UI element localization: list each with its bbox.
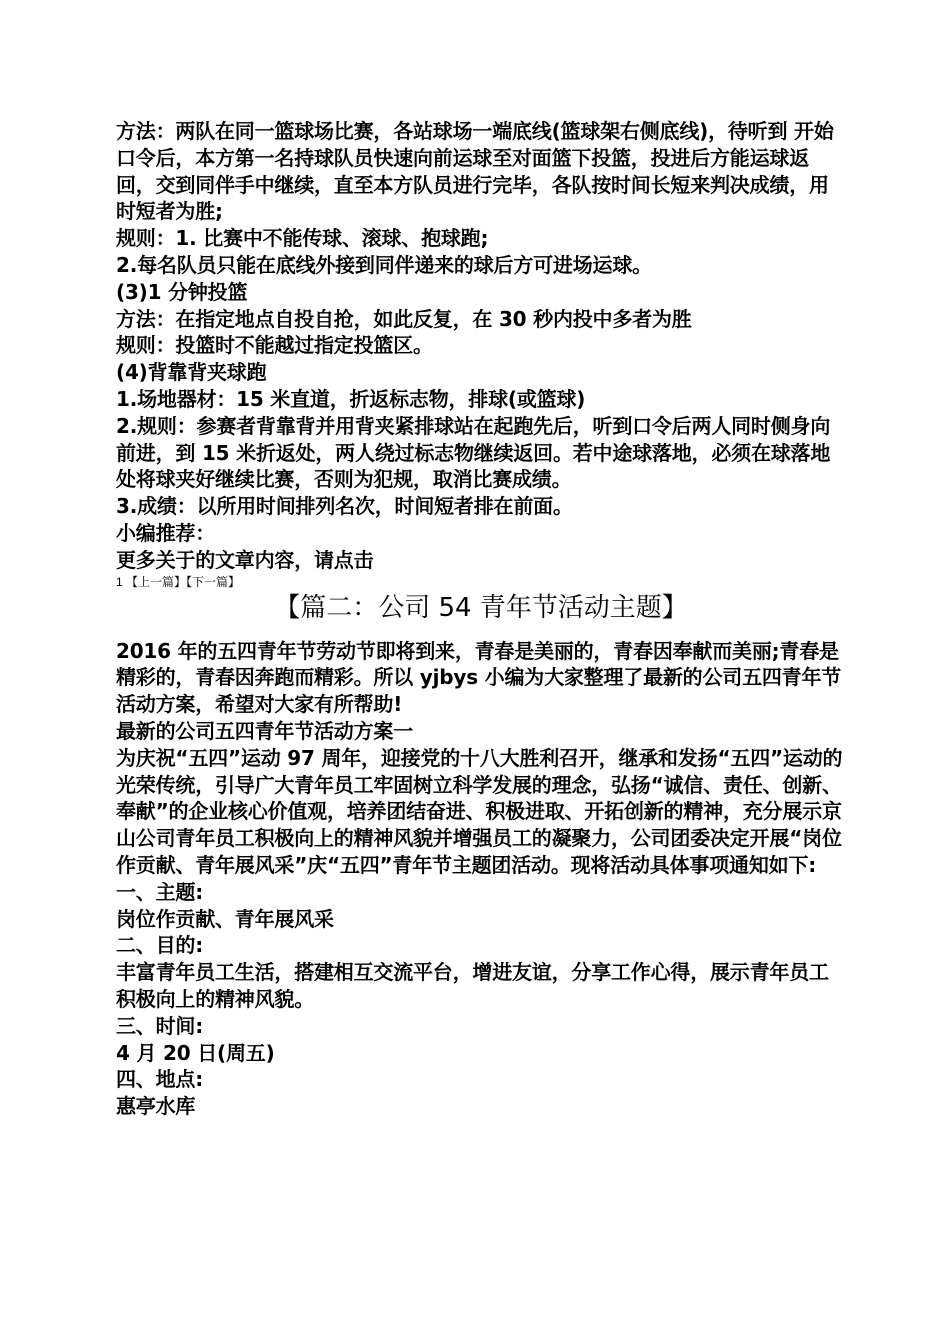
section-two (116, 638, 846, 1120)
plan-one-heading: 最新的公司五四青年节活动方案一 (116, 718, 413, 743)
time-heading: 三、时间: (116, 1013, 203, 1038)
subheading-back-to-back-run: (4)背靠背夹球跑 (116, 360, 267, 385)
subheading-one-minute-shooting: (3)1 分钟投篮 (116, 279, 248, 304)
equipment-paragraph: 1.场地器材：15 米直道，折返标志物，排球(或篮球) (116, 386, 586, 411)
section-one (116, 118, 846, 590)
prev-next-nav[interactable]: 1 【上一篇】【下一篇】 (116, 574, 241, 589)
time-value: 4 月 20 日(周五) (116, 1040, 275, 1065)
scoring-paragraph: 3.成绩：以所用时间排列名次，时间短者排在前面。 (116, 494, 573, 519)
plan-one-body: 为庆祝“五四”运动 97 周年，迎接党的十八大胜利召开，继承和发扬“五四”运动的光荣传统，引导广大青年员工牢固树立科学发展的理念，弘扬“诚信、责任、创新、奉献”的企业核心价值观，培养团结奋进、积极进取、开拓创新的精神，充分展示京山公司青年员工积极向上的精神风貌并增强员工的凝聚力，公司团委决定开展“岗位作贡献、青年展风采”庆“五四”青年节主题团活动。现将活动具体事项通知如下: (116, 745, 843, 877)
rules-paragraph: 规则：1. 比赛中不能传球、滚球、抱球跑; (116, 226, 489, 251)
shooting-rules: 规则：投篮时不能越过指定投篮区。 (116, 333, 433, 358)
more-articles-label: 更多关于的文章内容，请点击 (116, 547, 374, 572)
theme-value: 岗位作贡献、青年展风采 (116, 906, 334, 931)
back-to-back-rules: 2.规则：参赛者背靠背并用背夹紧排球站在起跑先后，听到口令后两人同时侧身向前进，到 15 米折返处，两人绕过标志物继续返回。若中途球落地，必须在球落地处将球夹好继续比赛，否则为犯规，取消比赛成绩。 (116, 413, 831, 492)
location-heading: 四、地点: (116, 1067, 203, 1092)
editor-recommend-label: 小编推荐： (116, 520, 215, 545)
rules-item-2: 2.每名队员只能在底线外接到同伴递来的球后方可进场运球。 (116, 252, 652, 277)
shooting-method: 方法：在指定地点自投自抢，如此反复，在 30 秒内投中多者为胜 (116, 306, 692, 331)
intro-paragraph: 2016 年的五四青年节劳动节即将到来，青春是美丽的，青春因奉献而美丽;青春是精彩的，青春因奔跑而精彩。所以 yjbys 小编为大家整理了最新的公司五四青年节活动方案，希望对大家有所帮助! (116, 638, 842, 717)
theme-heading: 一、主题: (116, 879, 203, 904)
method-paragraph: 方法：两队在同一篮球场比赛，各站球场一端底线(篮球架右侧底线)，待听到 开始 口令后，本方第一名持球队员快速向前运球至对面篮下投篮，投进后方能运球返回，交到同伴手中继续，直至本方队员进行完毕，各队按时间长短来判决成绩，用时短者为胜; (116, 119, 834, 224)
document-page (116, 118, 846, 1120)
purpose-heading: 二、目的: (116, 933, 203, 958)
location-value: 惠亭水库 (116, 1094, 196, 1119)
section-two-title: 【篇二：公司 54 青年节活动主题】 (274, 592, 688, 623)
purpose-value: 丰富青年员工生活，搭建相互交流平台，增进友谊，分享工作心得，展示青年员工积极向上的精神风貌。 (116, 960, 829, 1011)
